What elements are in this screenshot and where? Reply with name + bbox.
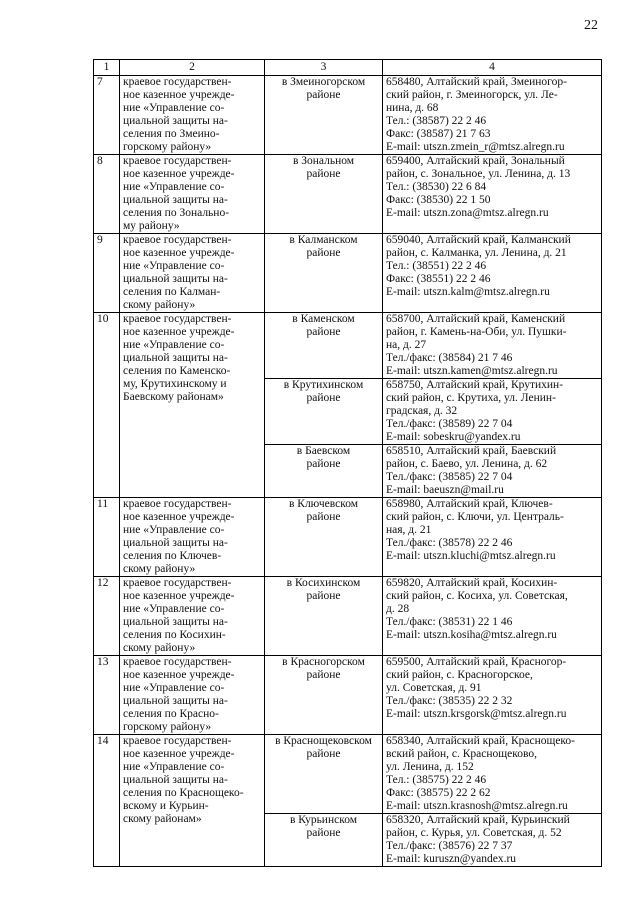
organization-line: селения по Каменско- — [123, 365, 231, 377]
address-line: 658320, Алтайский край, Курьинский — [386, 814, 570, 826]
address-line: Тел./факс: (38578) 22 2 46 — [386, 537, 513, 549]
address-line: Тел./факс: (38585) 22 7 04 — [386, 471, 513, 483]
table-row — [94, 155, 602, 234]
organization-line: краевое государствен- — [123, 656, 232, 668]
organization-line: ное казенное учрежде- — [123, 326, 235, 338]
organization-cell — [120, 498, 265, 577]
organization-line: краевое государствен- — [123, 313, 232, 325]
district-line: районе — [306, 168, 341, 180]
address-line: E-mail: utszn.kluchi@mtsz.alregn.ru — [386, 550, 556, 562]
header-col-2: 2 — [120, 60, 265, 76]
district-line: в Зональном — [292, 155, 355, 167]
address-line: 658700, Алтайский край, Каменский — [386, 313, 566, 325]
organization-line: циальной защиты на- — [123, 537, 228, 549]
organization-line: циальной защиты на- — [123, 695, 228, 707]
header-col-4: 4 — [383, 60, 602, 76]
address-line: 658980, Алтайский край, Ключев- — [386, 498, 553, 510]
address-line: 658480, Алтайский край, Змеиногор- — [386, 76, 567, 88]
district-line: районе — [306, 247, 341, 259]
address-line: Тел.: (38575) 22 2 46 — [386, 774, 487, 786]
organization-line: ние «Управление со- — [123, 102, 225, 114]
organization-cell — [120, 735, 265, 867]
organization-line: селения по Ключев- — [123, 550, 222, 562]
organization-line: ное казенное учрежде- — [123, 168, 235, 180]
district-cell — [265, 814, 383, 867]
row-number: 7 — [94, 76, 120, 155]
address-line: Тел./факс: (38589) 22 7 04 — [386, 418, 513, 430]
row-number: 11 — [94, 498, 120, 577]
header-col-1: 1 — [94, 60, 120, 76]
organization-line: ное казенное учрежде- — [123, 89, 235, 101]
district-line: в Курьинском — [289, 814, 358, 826]
district-line: в Косихинском — [286, 577, 361, 589]
district-line: районе — [306, 669, 341, 681]
address-line: ский район, с. Крутиха, ул. Ленин- — [386, 392, 556, 404]
organization-line: краевое государствен- — [123, 76, 232, 88]
address-line: ул. Ленина, д. 152 — [386, 761, 474, 773]
organization-line: горскому району» — [123, 721, 212, 733]
district-line: районе — [306, 392, 341, 404]
organization-line: краевое государствен- — [123, 155, 232, 167]
address-line: нина, д. 68 — [386, 102, 439, 114]
organization-line: ние «Управление со- — [123, 603, 225, 615]
address-line: E-mail: utszn.zona@mtsz.alregn.ru — [386, 207, 549, 219]
district-line: районе — [306, 89, 341, 101]
district-line: районе — [306, 511, 341, 523]
organization-line: скому районам» — [123, 813, 202, 825]
organization-line: му району» — [123, 220, 180, 232]
table-row — [94, 498, 602, 577]
address-cell — [383, 313, 602, 379]
district-cell — [265, 445, 383, 498]
row-number: 13 — [94, 656, 120, 735]
address-cell — [383, 656, 602, 735]
organization-line: селения по Краснощеко- — [123, 787, 244, 799]
address-line: E-mail: utszn.kosiha@mtsz.alregn.ru — [386, 629, 557, 641]
address-line: Факс: (38530) 22 1 50 — [386, 194, 491, 206]
district-line: в Калманском — [289, 234, 358, 246]
district-line: в Крутихинском — [283, 379, 364, 391]
district-line: районе — [306, 748, 341, 760]
address-line: район, с. Зональное, ул. Ленина, д. 13 — [386, 168, 571, 180]
organization-line: краевое государствен- — [123, 234, 232, 246]
address-line: д. 28 — [386, 603, 410, 615]
address-cell — [383, 735, 602, 814]
organization-line: циальной защиты на- — [123, 774, 228, 786]
address-line: E-mail: sobeskru@yandex.ru — [386, 431, 521, 443]
table-row — [94, 76, 602, 155]
address-cell — [383, 498, 602, 577]
address-line: E-mail: baeuszn@mail.ru — [386, 484, 504, 496]
organization-line: вскому и Курьин- — [123, 800, 209, 812]
table-row — [94, 735, 602, 814]
organization-line: ние «Управление со- — [123, 339, 225, 351]
address-line: 659400, Алтайский край, Зональный — [386, 155, 565, 167]
organization-line: краевое государствен- — [123, 577, 232, 589]
organization-line: ное казенное учрежде- — [123, 247, 235, 259]
district-cell — [265, 577, 383, 656]
address-line: Тел.: (38530) 22 6 84 — [386, 181, 487, 193]
table-row — [94, 234, 602, 313]
address-line: Тел./факс: (38584) 21 7 46 — [386, 352, 513, 364]
district-line: в Красногорском — [282, 656, 365, 668]
district-line: в Змеиногорском — [281, 76, 366, 88]
address-cell — [383, 445, 602, 498]
organization-line: скому району» — [123, 563, 196, 575]
organization-line: ное казенное учрежде- — [123, 590, 235, 602]
address-cell — [383, 155, 602, 234]
address-line: Тел./факс: (38531) 22 1 46 — [386, 616, 513, 628]
district-line: районе — [306, 590, 341, 602]
table-body — [94, 76, 602, 867]
row-number: 14 — [94, 735, 120, 867]
row-number: 9 — [94, 234, 120, 313]
organization-line: циальной защиты на- — [123, 352, 228, 364]
district-line: в Каменском — [292, 313, 355, 325]
district-line: в Краснощековском — [275, 735, 372, 747]
district-cell — [265, 76, 383, 155]
district-line: в Баевском — [296, 445, 351, 457]
table-row — [94, 577, 602, 656]
district-cell — [265, 735, 383, 814]
row-number: 8 — [94, 155, 120, 234]
organization-line: селения по Зонально- — [123, 207, 230, 219]
header-col-3: 3 — [265, 60, 383, 76]
address-line: район, с. Курья, ул. Советская, д. 52 — [386, 827, 562, 839]
address-line: E-mail: utszn.kamen@mtsz.alregn.ru — [386, 365, 558, 377]
organization-line: ное казенное учрежде- — [123, 748, 235, 760]
address-line: район, с. Баево, ул. Ленина, д. 62 — [386, 458, 548, 470]
district-cell — [265, 379, 383, 445]
address-line: 658750, Алтайский край, Крутихин- — [386, 379, 564, 391]
organization-line: ние «Управление со- — [123, 260, 225, 272]
district-line: районе — [306, 458, 341, 470]
organization-line: му, Крутихинскому и — [123, 378, 227, 390]
district-cell — [265, 313, 383, 379]
organization-line: скому району» — [123, 642, 196, 654]
address-cell — [383, 234, 602, 313]
address-line: на, д. 27 — [386, 339, 427, 351]
address-line: 659820, Алтайский край, Косихин- — [386, 577, 558, 589]
address-line: E-mail: utszn.zmein_r@mtsz.alregn.ru — [386, 141, 565, 153]
organization-line: Баевскому районам» — [123, 391, 224, 403]
address-line: Тел.: (38551) 22 2 46 — [386, 260, 487, 272]
organization-line: селения по Калман- — [123, 286, 221, 298]
organization-line: краевое государствен- — [123, 735, 232, 747]
district-line: районе — [306, 326, 341, 338]
organization-line: ное казенное учрежде- — [123, 511, 235, 523]
organization-cell — [120, 313, 265, 498]
address-line: градская, д. 32 — [386, 405, 458, 417]
header-row — [94, 60, 602, 76]
address-line: E-mail: utszn.krasnosh@mtsz.alregn.ru — [386, 800, 568, 812]
address-line: район, с. Калманка, ул. Ленина, д. 21 — [386, 247, 567, 259]
address-line: Тел./факс: (38535) 22 2 32 — [386, 695, 513, 707]
table-row — [94, 656, 602, 735]
address-line: E-mail: kuruszn@yandex.ru — [386, 853, 517, 865]
organization-line: ние «Управление со- — [123, 181, 225, 193]
address-cell — [383, 814, 602, 867]
organization-cell — [120, 76, 265, 155]
organization-cell — [120, 155, 265, 234]
organization-line: циальной защиты на- — [123, 115, 228, 127]
organization-line: циальной защиты на- — [123, 194, 228, 206]
organization-line: ние «Управление со- — [123, 524, 225, 536]
organization-line: циальной защиты на- — [123, 616, 228, 628]
page-number: 22 — [584, 18, 598, 33]
address-line: ная, д. 21 — [386, 524, 432, 536]
address-line: Факс: (38587) 21 7 63 — [386, 128, 491, 140]
district-cell — [265, 155, 383, 234]
address-line: район, г. Камень-на-Оби, ул. Пушки- — [386, 326, 567, 338]
address-line: Тел.: (38587) 22 2 46 — [386, 115, 487, 127]
organization-line: селения по Красно- — [123, 708, 219, 720]
address-line: 658510, Алтайский край, Баевский — [386, 445, 557, 457]
address-line: 659500, Алтайский край, Красногор- — [386, 656, 567, 668]
address-line: вский район, с. Краснощеково, — [386, 748, 537, 760]
organization-line: горскому району» — [123, 141, 212, 153]
row-number: 10 — [94, 313, 120, 498]
organization-line: ние «Управление со- — [123, 682, 225, 694]
address-line: ский район, с. Ключи, ул. Централь- — [386, 511, 564, 523]
district-line: в Ключевском — [288, 498, 359, 510]
district-cell — [265, 498, 383, 577]
address-line: ул. Советская, д. 91 — [386, 682, 482, 694]
organization-line: селения по Косихин- — [123, 629, 226, 641]
address-cell — [383, 76, 602, 155]
organization-cell — [120, 577, 265, 656]
address-line: Тел./факс: (38576) 22 7 37 — [386, 840, 513, 852]
district-cell — [265, 234, 383, 313]
address-line: E-mail: utszn.kalm@mtsz.alregn.ru — [386, 286, 550, 298]
address-line: ский район, с. Красногорское, — [386, 669, 533, 681]
address-line: Факс: (38575) 22 2 62 — [386, 787, 491, 799]
organization-line: скому району» — [123, 299, 196, 311]
district-line: районе — [306, 827, 341, 839]
organization-line: ние «Управление со- — [123, 761, 225, 773]
organization-line: краевое государствен- — [123, 498, 232, 510]
address-line: E-mail: utszn.krsgorsk@mtsz.alregn.ru — [386, 708, 567, 720]
organization-line: селения по Змеино- — [123, 128, 220, 140]
address-line: ский район, с. Косиха, ул. Советская, — [386, 590, 568, 602]
address-line: ский район, г. Змеиногорск, ул. Ле- — [386, 89, 558, 101]
table-row — [94, 313, 602, 379]
address-line: 659040, Алтайский край, Калманский — [386, 234, 571, 246]
row-number: 12 — [94, 577, 120, 656]
organization-line: ное казенное учрежде- — [123, 669, 235, 681]
district-cell — [265, 656, 383, 735]
address-line: Факс: (38551) 22 2 46 — [386, 273, 491, 285]
address-cell — [383, 379, 602, 445]
organization-cell — [120, 234, 265, 313]
organization-cell — [120, 656, 265, 735]
organization-line: циальной защиты на- — [123, 273, 228, 285]
address-cell — [383, 577, 602, 656]
services-table — [93, 59, 602, 867]
address-line: 658340, Алтайский край, Краснощеко- — [386, 735, 576, 747]
